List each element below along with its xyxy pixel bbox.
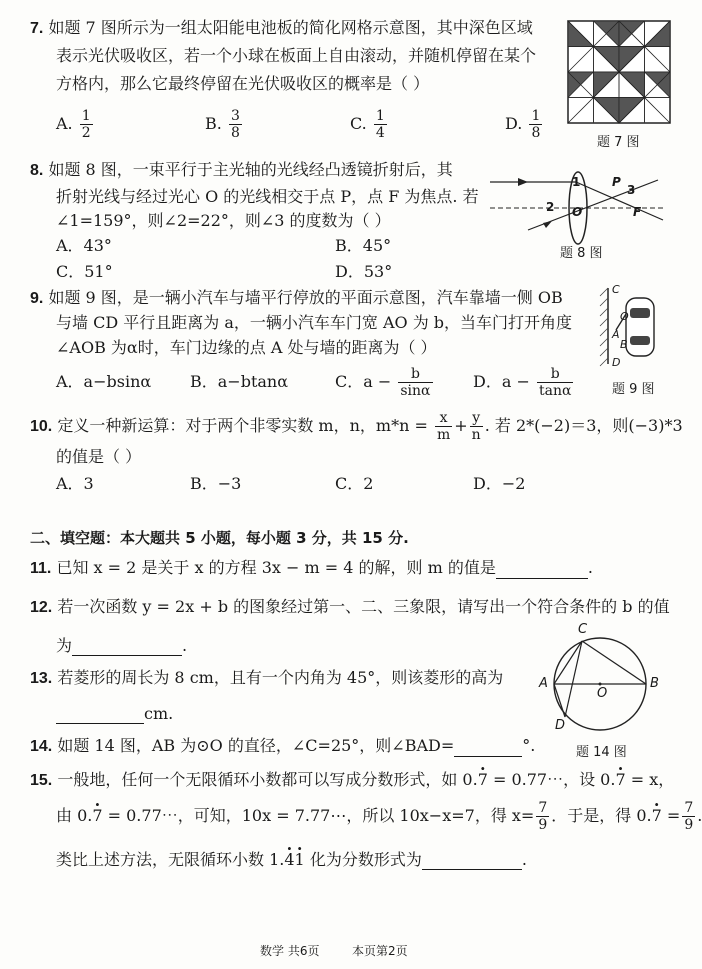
q12-line2: 为 . <box>56 636 188 655</box>
q7-number: 7. <box>30 20 44 37</box>
section2-heading: 二、填空题：本大题共 5 小题，每小题 3 分，共 15 分. <box>30 529 409 547</box>
q8-line2: 折射光线与经过光心 O 的光线相交于点 P，点 F 为焦点. 若 <box>56 187 479 206</box>
q10-number: 10. <box>30 418 53 435</box>
q14-line: 14. 如题 14 图，AB 为⊙O 的直径，∠C=25°，则∠BAD= °. <box>30 736 536 755</box>
q8-label-3: 3 <box>627 183 636 197</box>
q8-label-1: 1 <box>572 175 581 189</box>
q9-car-figure <box>596 284 666 368</box>
q8-caption: 题 8 图 <box>560 246 603 261</box>
q9-label-b: B <box>620 338 628 351</box>
q9-line2: 与墙 CD 平行且距离为 a，一辆小汽车车门宽 AO 为 b，当车门打开角度 <box>56 313 573 332</box>
q7-text1: 如题 7 图所示为一组太阳能电池板的简化网格示意图，其中深色区域 <box>48 18 533 37</box>
q14-caption: 题 14 图 <box>576 745 627 760</box>
q9-number: 9. <box>30 290 44 307</box>
q9-caption: 题 9 图 <box>612 382 655 397</box>
q7-option-b: B. $\frac{3}{8}$ <box>205 108 240 141</box>
q8-label-f: F <box>633 205 642 219</box>
q7-line2: 表示光伏吸收区，若一个小球在板面上自由滚动，并随机停留在某个 <box>56 46 537 65</box>
q14-label-b: B <box>650 676 659 691</box>
q12-line1: 12. 若一次函数 y = 2x + b 的图象经过第一、二、三象限，请写出一个符合条件的 b 的值 <box>30 597 670 616</box>
q8-label-2: 2 <box>546 200 555 214</box>
q8-option-a: A．43° <box>56 236 112 255</box>
q14-label-o: O <box>597 686 608 701</box>
q7-frac-a: $\frac{1}{2}$ <box>81 108 91 141</box>
q8-line1 <box>30 160 453 181</box>
q10-line1: 10. 定义一种新运算：对于两个非零实数 m，n，m*n = $\frac{x}{m}$ + $\frac{y}{n}$ . 若 2*(−2)＝3，则(−3)*3 <box>30 410 683 443</box>
q7-grid-figure <box>567 20 671 124</box>
q14-label-d: D <box>555 718 566 733</box>
q9-line1 <box>30 288 563 309</box>
q7-frac-b: $\frac{3}{8}$ <box>230 108 240 141</box>
q8-lens-figure <box>488 160 668 240</box>
q9-label-d: D <box>612 356 621 369</box>
q14-label-a: A <box>539 676 548 691</box>
q7-option-a: A. $\frac{1}{2}$ <box>56 108 91 141</box>
footer-page-number: 本页第2页 <box>352 944 408 958</box>
q12-answer-blank[interactable] <box>72 639 182 656</box>
q10-option-b: B．−3 <box>190 474 242 493</box>
q7-frac-c: $\frac{1}{4}$ <box>375 108 385 141</box>
q15-line2: 由 0.· 7 = 0.77⋯，可知，10x = 7.77⋯，所以 10x−x=7，得 x= $\frac{7}{9}$ ．于是，得 0.· 7 = $\frac{7}{9}$ . <box>56 796 702 836</box>
q9-label-c: C <box>612 283 620 296</box>
q7-option-c: C. $\frac{1}{4}$ <box>350 108 385 141</box>
q8-text1: 如题 8 图，一束平行于主光轴的光线经凸透镜折射后，其 <box>48 160 453 179</box>
q8-label-p: P <box>612 175 621 189</box>
q8-option-d: D．53° <box>335 262 393 281</box>
q8-label-o: O <box>572 205 583 219</box>
q7-line1 <box>30 18 533 39</box>
q11-answer-blank[interactable] <box>496 562 588 579</box>
q10-option-a: A．3 <box>56 474 94 493</box>
q15-line1: 15. 一般地，任何一个无限循环小数都可以写成分数形式，如 0.· 7 = 0.77⋯，设 0.· 7 = x， <box>30 770 674 791</box>
q8-option-b: B．45° <box>335 236 392 255</box>
q7-frac-d: $\frac{1}{8}$ <box>531 108 541 141</box>
q15-line3: 类比上述方法，无限循环小数 1.· 4· 1 化为分数形式为 . <box>56 850 527 870</box>
q11-line: 11. 已知 x = 2 是关于 x 的方程 3x − m = 4 的解，则 m 的值是 . <box>30 558 593 577</box>
q14-answer-blank[interactable] <box>454 740 522 757</box>
q10-frac-y: $\frac{y}{n}$ <box>471 410 481 443</box>
q15-answer-blank[interactable] <box>422 853 522 870</box>
q13-line2: cm. <box>56 704 173 724</box>
q10-frac-x: $\frac{x}{m}$ <box>436 410 451 443</box>
q10-option-d: D．−2 <box>473 474 526 493</box>
q9-label-o: O <box>620 310 629 323</box>
q8-number: 8. <box>30 162 44 179</box>
q10-line2: 的值是（ ） <box>56 447 142 466</box>
q13-answer-blank[interactable] <box>56 707 144 724</box>
q9-option-d: D．a − $\frac{b}{\tan\alpha}$ <box>473 366 572 399</box>
q13-line1: 13. 若菱形的周长为 8 cm，且有一个内角为 45°，则该菱形的高为 <box>30 668 504 687</box>
q7-line3: 方格内，那么它最终停留在光伏吸收区的概率是（ ） <box>56 74 430 93</box>
q14-label-c: C <box>578 622 588 637</box>
q7-caption: 题 7 图 <box>597 135 640 150</box>
q9-option-c: C．a − $\frac{b}{\sin\alpha}$ <box>335 366 431 399</box>
q9-option-b: B．a−btanα <box>190 372 289 391</box>
q7-option-d: D. $\frac{1}{8}$ <box>505 108 541 141</box>
q9-line3: ∠AOB 为α时，车门边缘的点 A 处与墙的距离为（ ） <box>56 338 437 357</box>
q8-line3: ∠1=159°，则∠2=22°，则∠3 的度数为（ ） <box>56 211 391 230</box>
q9-option-a: A．a−bsinα <box>56 372 152 391</box>
q9-label-a: A <box>612 328 620 341</box>
q10-option-c: C．2 <box>335 474 374 493</box>
footer-total-pages: 数学 共6页 <box>260 944 320 958</box>
q9-text1: 如题 9 图，是一辆小汽车与墙平行停放的平面示意图，汽车靠墙一侧 OB <box>48 288 563 307</box>
q8-option-c: C．51° <box>56 262 113 281</box>
